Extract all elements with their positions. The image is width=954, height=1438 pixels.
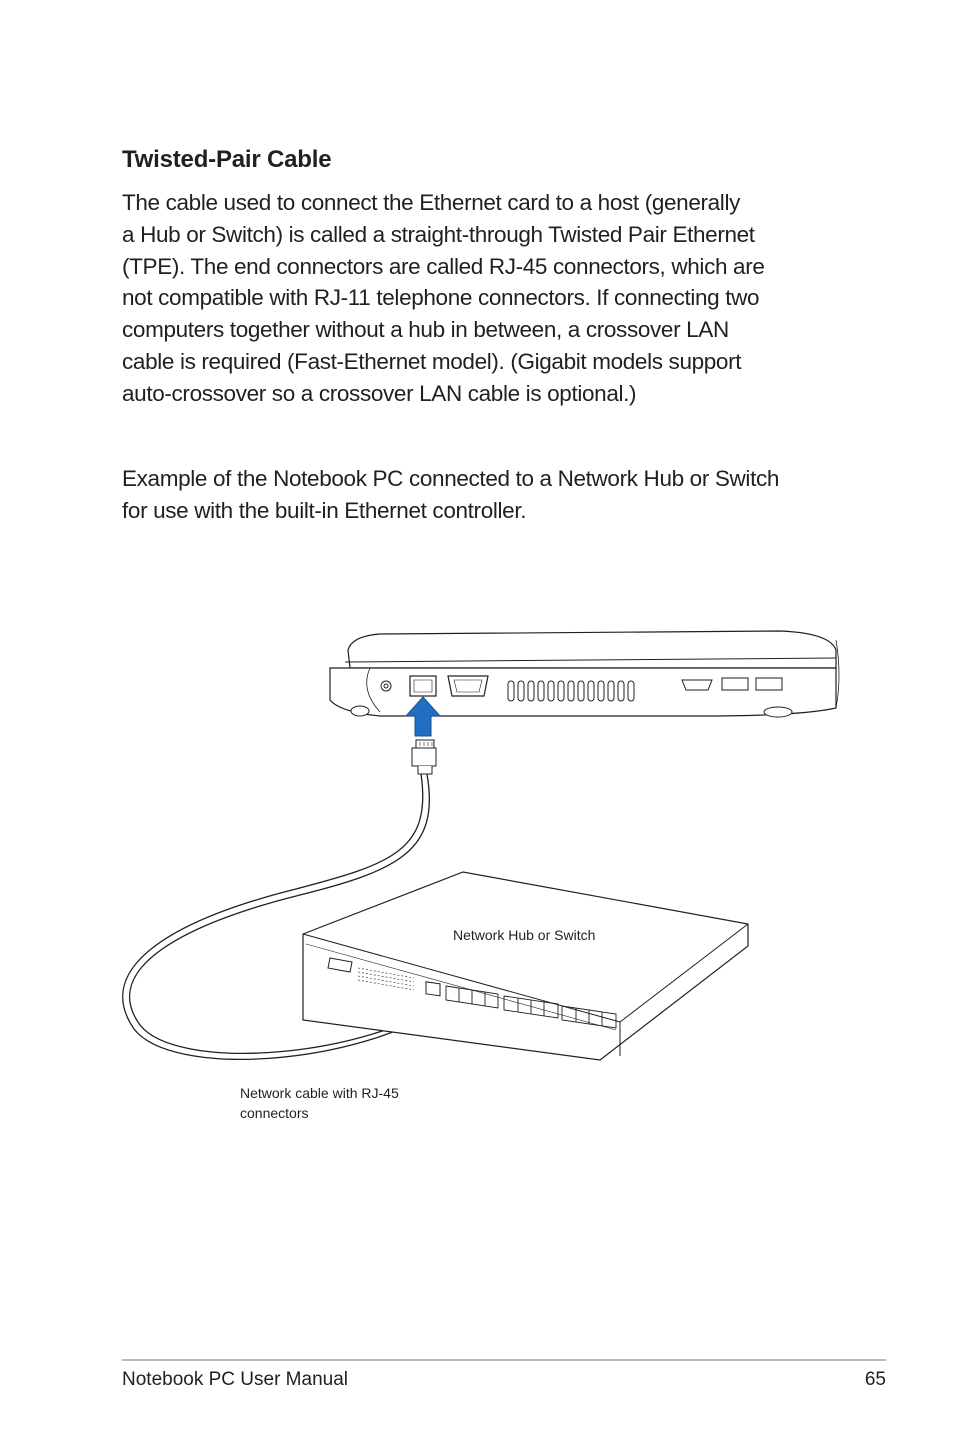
section-heading: Twisted-Pair Cable xyxy=(122,146,332,173)
cable-caption: Network cable with RJ-45 connectors xyxy=(240,1085,399,1121)
hub-caption: Network Hub or Switch xyxy=(453,927,596,943)
rj45-plug-icon xyxy=(412,740,436,774)
footer-manual-title: Notebook PC User Manual xyxy=(122,1369,348,1390)
network-hub xyxy=(303,872,748,1060)
network-connection-illustration xyxy=(0,600,954,1140)
page-number: 65 xyxy=(864,1369,886,1390)
footer-divider xyxy=(122,1359,886,1361)
body-paragraph-1: The cable used to connect the Ethernet card to a host (generally a Hub or Switch) is called a straight-through Twisted Pair Ethernet (TPE). The end connectors are called RJ-45 connectors, which are not compatible with RJ-11 telephone connectors. If connecting two computers together without a hub in between, a crossover LAN cable is required (Fast-Ethernet model). (Gigabit models support auto-crossover so a crossover LAN cable is optional.) xyxy=(122,190,765,406)
body-paragraph-2: Example of the Notebook PC connected to a Network Hub or Switch for use with the built-in Ethernet controller. xyxy=(122,466,780,523)
notebook-pc xyxy=(330,631,839,717)
